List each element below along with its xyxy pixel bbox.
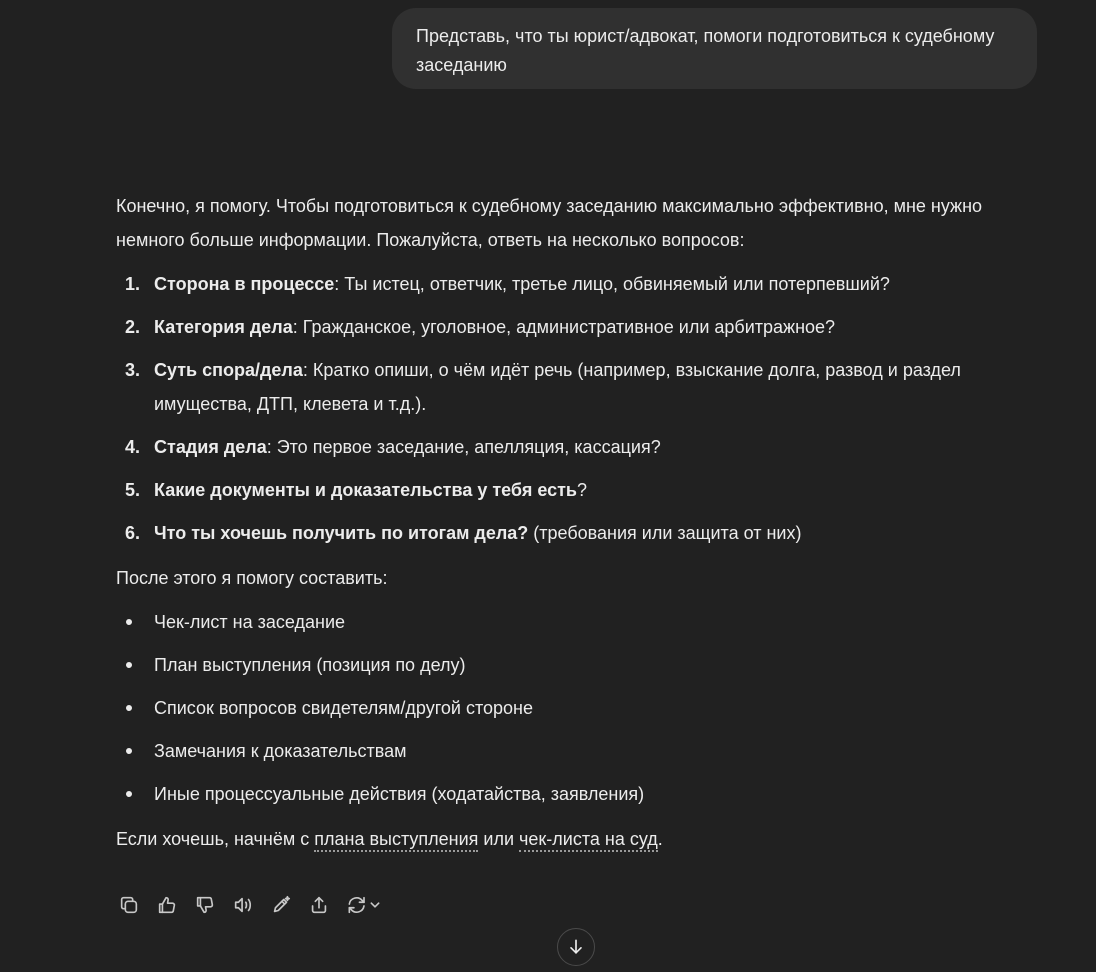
question-title: Что ты хочешь получить по итогам дела? [154,523,529,543]
speech-plan-link[interactable]: плана выступления [314,829,478,852]
closing-prefix: Если хочешь, начнём с [116,829,315,849]
list-number: 4. [125,437,141,457]
edit-canvas-icon [270,894,292,916]
checklist-link[interactable]: чек-листа на суд [519,829,658,852]
question-title: Категория дела [154,317,293,337]
list-item [116,353,1046,421]
bullet-icon [126,748,132,754]
question-text: : Гражданское, уголовное, административное или арбитражное? [292,317,836,337]
assistant-message [116,189,1046,856]
message-actions-toolbar [116,892,396,918]
offer-text: Иные процессуальные действия (ходатайства, заявления) [154,784,645,804]
questions-list [116,267,1046,550]
list-number: 1. [125,274,141,294]
closing-middle: или [478,829,520,849]
question-text: (требования или защита от них) [528,523,802,543]
scroll-to-bottom-button[interactable] [557,928,595,966]
read-aloud-icon [232,894,254,916]
list-item [116,516,1046,550]
user-message-text: Представь, что ты юрист/адвокат, помоги подготовиться к судебному заседанию [416,26,995,75]
question-text: ? [576,480,587,500]
list-number: 5. [125,480,141,500]
regenerate-icon [344,894,384,916]
question-text: : Ты истец, ответчик, третье лицо, обвиняемый или потерпевший? [334,274,890,294]
offer-text: Чек-лист на заседание [154,612,346,632]
question-text: : Это первое заседание, апелляция, кассация? [266,437,661,457]
bullet-icon [126,662,132,668]
read-aloud-button[interactable] [230,892,256,918]
offer-text: Список вопросов свидетелям/другой стороне [154,698,533,718]
bullet-icon [126,619,132,625]
list-item [116,267,1046,301]
assistant-intro: Конечно, я помогу. Чтобы подготовиться к судебному заседанию максимально эффективно, мне нужно немного больше информации. Пожалуйста, ответь на несколько вопросов: [116,196,983,250]
bullet-icon [126,705,132,711]
user-message-bubble [392,8,1037,89]
share-icon [308,894,330,916]
list-item [116,605,1046,639]
offer-text: Замечания к доказательствам [154,741,407,761]
edit-in-canvas-button[interactable] [268,892,294,918]
good-response-button[interactable] [154,892,180,918]
copy-icon [118,894,140,916]
closing-text [116,822,1046,856]
question-title: Стадия дела [154,437,267,457]
offer-text: План выступления (позиция по делу) [154,655,466,675]
offers-list [116,605,1046,811]
list-item [116,777,1046,811]
thumbs-up-icon [156,894,178,916]
bad-response-button[interactable] [192,892,218,918]
share-button[interactable] [306,892,332,918]
list-item [116,430,1046,464]
list-item [116,691,1046,725]
question-title: Суть спора/дела [154,360,303,380]
question-text: : Кратко опиши, о чём идёт речь (например, взыскание долга, развод и раздел имущества, ДТП, клевета и т.д.). [154,360,961,414]
after-text: После этого я помогу составить: [116,568,388,588]
arrow-down-icon [566,937,586,957]
thumbs-down-icon [194,894,216,916]
question-title: Какие документы и доказательства у тебя есть [154,480,577,500]
list-item [116,648,1046,682]
copy-button[interactable] [116,892,142,918]
list-number: 2. [125,317,141,337]
list-number: 3. [125,360,141,380]
question-title: Сторона в процессе [154,274,335,294]
list-item [116,473,1046,507]
regenerate-button[interactable] [344,892,384,918]
list-item [116,734,1046,768]
bullet-icon [126,791,132,797]
closing-suffix: . [657,829,663,849]
list-number: 6. [125,523,141,543]
list-item [116,310,1046,344]
